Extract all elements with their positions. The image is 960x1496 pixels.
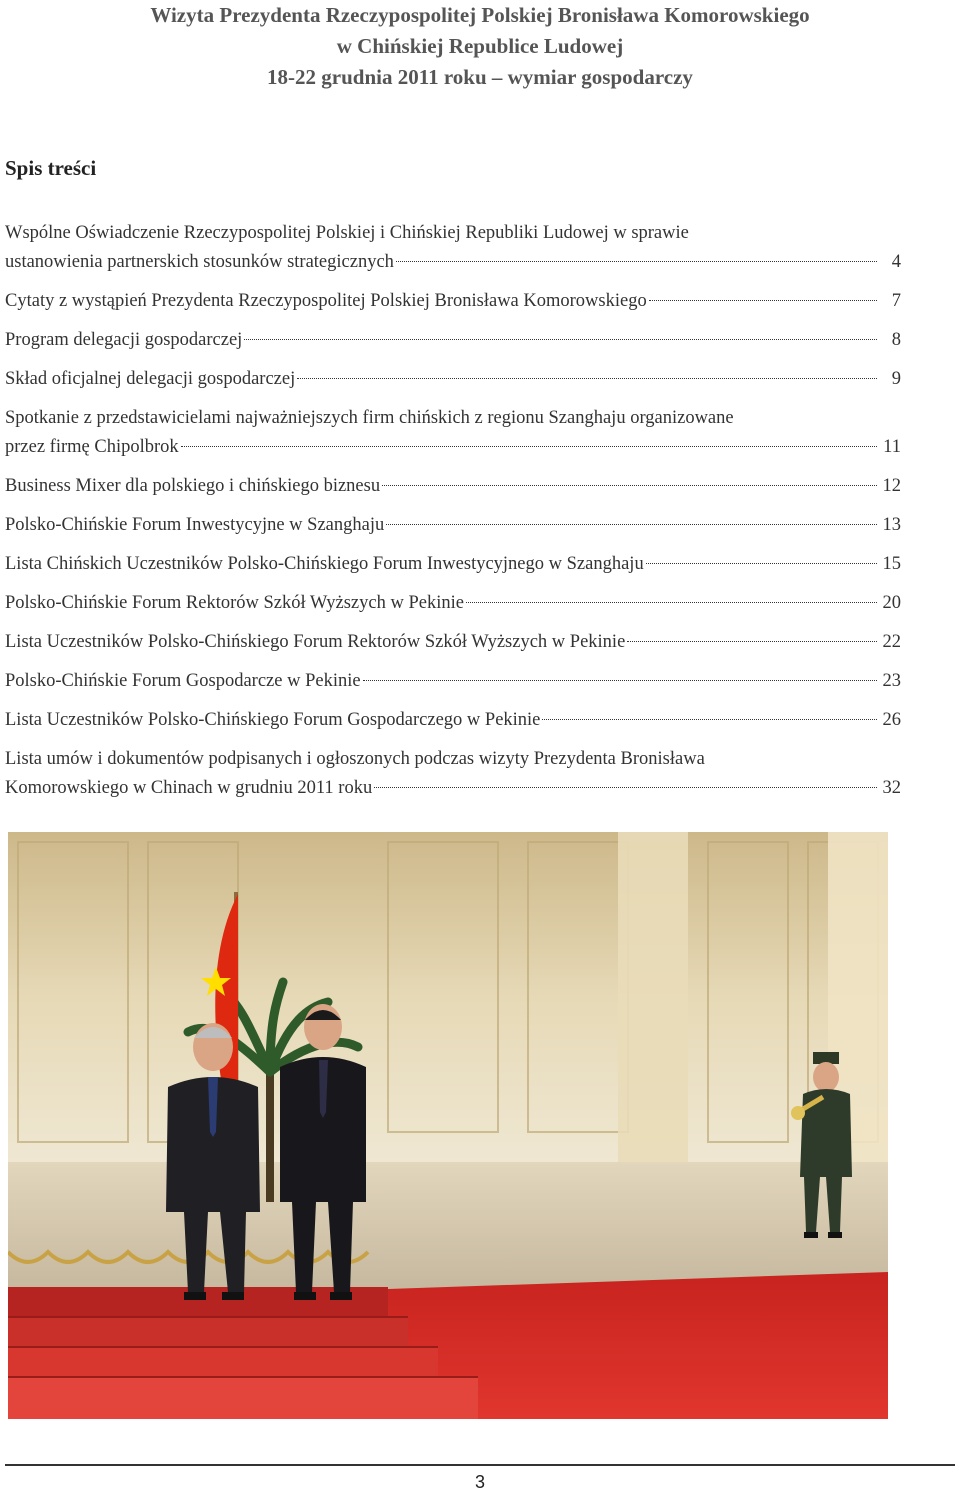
toc-entry-title: Polsko-Chińskie Forum Rektorów Szkół Wyższych w Pekinie <box>5 593 464 613</box>
toc-entry-title: Cytaty z wystąpień Prezydenta Rzeczypospolitej Polskiej Bronisława Komorowskiego <box>5 291 647 311</box>
toc-dot-leader <box>646 563 877 564</box>
toc-entry-title-line: Wspólne Oświadczenie Rzeczypospolitej Polskiej i Chińskiej Republiki Ludowej w sprawie <box>5 223 689 243</box>
toc-entry[interactable] <box>5 472 901 501</box>
toc-entry[interactable] <box>5 287 901 316</box>
toc-page-number: 26 <box>882 710 901 730</box>
toc-page-number: 4 <box>891 252 901 272</box>
toc-page-number: 12 <box>882 476 901 496</box>
toc-entry-title: Skład oficjalnej delegacji gospodarczej <box>5 369 296 389</box>
toc-entry-title: Komorowskiego w Chinach w grudniu 2011 roku <box>5 778 373 798</box>
toc-entry-title-line: Spotkanie z przedstawicielami najważniejszych firm chińskich z regionu Szanghaju organizowane <box>5 408 734 428</box>
toc-page-number: 13 <box>882 515 901 535</box>
toc-dot-leader <box>627 641 877 642</box>
toc-entry[interactable] <box>5 706 901 735</box>
toc-dot-leader <box>297 378 877 379</box>
toc-entry-title: przez firmę Chipolbrok <box>5 437 179 457</box>
toc-dot-leader <box>363 680 877 681</box>
toc-page-number: 32 <box>882 778 901 798</box>
header-title-line-2: w Chińskiej Republice Ludowej <box>336 34 624 58</box>
header-title-line-3: 18-22 grudnia 2011 roku – wymiar gospodarczy <box>267 65 693 89</box>
toc-entry-title: Lista Chińskich Uczestników Polsko-Chińskiego Forum Inwestycyjnego w Szanghaju <box>5 554 644 574</box>
toc-dot-leader <box>386 524 877 525</box>
toc-dot-leader <box>396 261 877 262</box>
page-number: 3 <box>474 1472 485 1492</box>
toc-page-number: 22 <box>882 632 901 652</box>
toc-page-number: 9 <box>891 369 901 389</box>
header-title-line-1: Wizyta Prezydenta Rzeczypospolitej Polskiej Bronisława Komorowskiego <box>150 3 810 27</box>
toc-entry[interactable] <box>5 628 901 657</box>
toc-entry[interactable] <box>5 550 901 579</box>
ceremony-photo <box>8 832 888 1419</box>
toc-heading: Spis treści <box>5 156 97 180</box>
toc-entry-title: Lista Uczestników Polsko-Chińskiego Forum Rektorów Szkół Wyższych w Pekinie <box>5 632 626 652</box>
toc-entry[interactable] <box>5 365 901 394</box>
toc-entry[interactable] <box>5 511 901 540</box>
toc-dot-leader <box>374 787 877 788</box>
toc-entry-title: Lista Uczestników Polsko-Chińskiego Forum Gospodarczego w Pekinie <box>5 710 541 730</box>
toc-page-number: 23 <box>882 671 901 691</box>
toc-dot-leader <box>649 300 877 301</box>
toc-page-number: 15 <box>882 554 901 574</box>
toc-dot-leader <box>382 485 877 486</box>
toc-entry[interactable] <box>5 667 901 696</box>
toc-dot-leader <box>542 719 877 720</box>
toc-page-number: 7 <box>891 291 901 311</box>
footer-divider <box>5 1464 955 1466</box>
toc-entry[interactable] <box>5 326 901 355</box>
toc-entry[interactable] <box>5 219 901 277</box>
document-header <box>0 0 960 93</box>
toc-entry-title: Program delegacji gospodarczej <box>5 330 243 350</box>
ceremony-photo-illustration <box>8 832 888 1419</box>
toc-page-number: 11 <box>883 437 901 457</box>
toc-entry-title-line: Lista umów i dokumentów podpisanych i ogłoszonych podczas wizyty Prezydenta Bronisława <box>5 749 705 769</box>
toc-entry[interactable] <box>5 589 901 618</box>
toc-dot-leader <box>181 446 877 447</box>
toc-entry[interactable] <box>5 745 901 803</box>
toc-page-number: 8 <box>891 330 901 350</box>
toc-entry-title: Business Mixer dla polskiego i chińskiego biznesu <box>5 476 381 496</box>
table-of-contents <box>5 219 901 813</box>
toc-entry-title: ustanowienia partnerskich stosunków strategicznych <box>5 252 394 272</box>
toc-dot-leader <box>244 339 877 340</box>
toc-entry-title: Polsko-Chińskie Forum Inwestycyjne w Szanghaju <box>5 515 385 535</box>
toc-entry[interactable] <box>5 404 901 462</box>
toc-page-number: 20 <box>882 593 901 613</box>
toc-entry-title: Polsko-Chińskie Forum Gospodarcze w Pekinie <box>5 671 361 691</box>
toc-dot-leader <box>466 602 877 603</box>
